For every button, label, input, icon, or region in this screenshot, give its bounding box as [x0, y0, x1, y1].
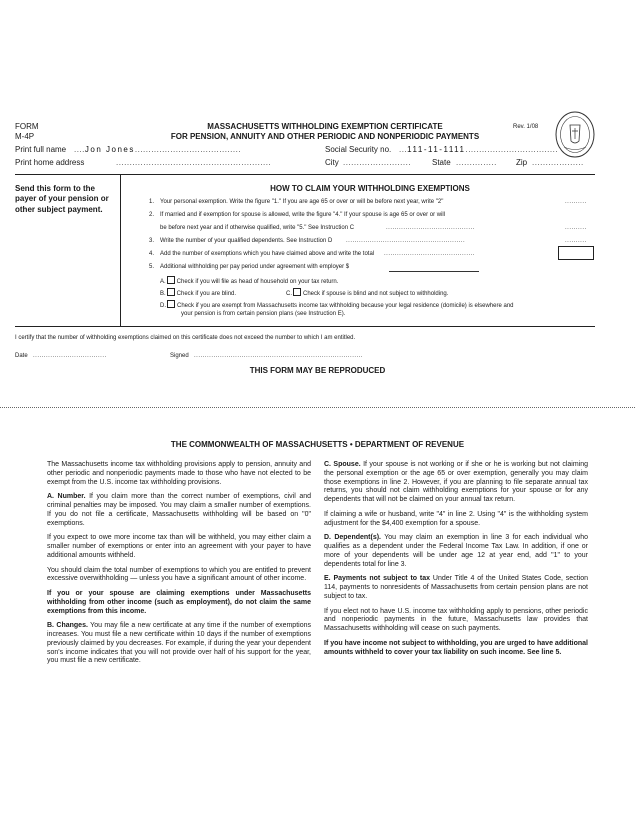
address-field[interactable]: ......................................................... — [116, 158, 272, 167]
line-number: 3. — [149, 238, 155, 244]
section-rule — [15, 326, 595, 327]
left-column-divider — [120, 174, 121, 326]
name-label: Print full name — [15, 145, 67, 154]
option-d: D. Check if you are exempt from Massachusetts income tax withholding because your legal residence (domicile) is elsewhere and — [160, 300, 514, 310]
checkbox-c[interactable] — [293, 288, 301, 296]
form-title-line1: MASSACHUSETTS WITHHOLDING EXEMPTION CERTIFICATE — [207, 122, 443, 131]
instruction-total-exemptions: You should claim the total number of exemptions to which you are entitled to prevent excessive overwithholding — unless you have a significant amount of other income. — [47, 566, 311, 583]
line4-text: Add the number of exemptions which you have claimed above and write the total — [160, 251, 375, 257]
line-number: 1. — [149, 199, 155, 205]
header-rule — [15, 174, 595, 175]
instruction-wife-husband: If claiming a wife or husband, write "4" in line 2. Using "4" is the withholding system adjustment for the $4,400 exemption for a spouse. — [324, 510, 588, 527]
line2-text-b: be before next year and if otherwise qualified, write "5." See Instruction C — [160, 225, 355, 231]
how-to-heading: HOW TO CLAIM YOUR WITHHOLDING EXEMPTIONS — [270, 184, 470, 193]
name-value: Jon Jones — [84, 145, 135, 154]
form-label: FORM — [15, 122, 39, 131]
option-c-label: Check if spouse is blind and not subject to withholding. — [303, 291, 449, 297]
option-b: B. Check if you are blind. — [160, 288, 236, 298]
line2-leader: ......................................... — [386, 225, 475, 231]
zip-label: Zip — [516, 158, 528, 167]
option-a-label: Check if you will file as head of household on your tax return. — [176, 279, 339, 285]
form-id: M-4P — [15, 132, 35, 141]
checkbox-d[interactable] — [167, 300, 175, 308]
name-field[interactable]: ....Jon Jones....................................... — [74, 145, 242, 154]
instruction-owe-more: If you expect to owe more income tax than will be withheld, you may either claim a smaller number of exemptions or enter into an agreement with your payer to have additional amounts withheld. — [47, 534, 311, 559]
cut-line — [0, 407, 635, 408]
instruction-spouse-warning: If you or your spouse are claiming exemptions under Massachusetts withholding from other income (such as employment), do not claim the same exemptions from this income. — [47, 590, 311, 615]
line4-total-box[interactable] — [558, 246, 594, 260]
state-label: State — [432, 158, 451, 167]
line4-leader: .......................................... — [384, 251, 476, 257]
line-number: 2. — [149, 212, 155, 218]
ssn-label: Social Security no. — [325, 145, 392, 154]
city-field[interactable]: ......................... — [343, 158, 412, 167]
line3-entry[interactable]: .......... — [565, 238, 587, 244]
option-d-label: Check if you are exempt from Massachusetts income tax withholding because your legal residence (domicile) is elsewhere and — [177, 303, 514, 309]
address-label: Print home address — [15, 158, 85, 167]
instruction-additional-amounts: If you have income not subject to withholding, you are urged to have additional amounts withheld to cover your tax liability on such income. See line 5. — [324, 639, 588, 656]
city-label: City — [325, 158, 339, 167]
instruction-d-dependents: D. Dependent(s). You may claim an exemption in line 3 for each individual who qualifies as a dependent under the Federal Income Tax Law. In addition, if one or more of your dependents will be under age 12 at year end, add "1" to your dependents total for line 3. — [324, 534, 588, 568]
line2-entry[interactable]: .......... — [565, 225, 587, 231]
date-label: Date — [15, 353, 28, 359]
certification-text: I certify that the number of withholding exemptions claimed on this certificate does not exceed the number to which I am entitled. — [15, 335, 356, 341]
date-field[interactable]: .................................. — [33, 353, 107, 359]
signature-field[interactable]: .............................................................................. — [194, 353, 364, 359]
line1-entry[interactable]: .......... — [565, 199, 587, 205]
department-heading: THE COMMONWEALTH OF MASSACHUSETTS • DEPARTMENT OF REVENUE — [170, 440, 465, 449]
option-a: A. Check if you will file as head of household on your tax return. — [160, 276, 338, 286]
ssn-field[interactable]: ...111-11-1111.................................. — [399, 145, 559, 154]
instructions-left-column — [47, 461, 311, 672]
option-d-label-cont: your pension is from certain pension plans (see Instruction E). — [181, 311, 346, 317]
line-number: 5. — [149, 264, 155, 270]
line2-text-a: If married and if exemption for spouse is allowed, write the figure "4." If your spouse is age 65 or over or will — [160, 212, 446, 218]
ssn-value: 111-11-1111 — [407, 145, 466, 154]
reproduce-notice: THIS FORM MAY BE REPRODUCED — [249, 366, 386, 375]
revision-date: Rev. 1/08 — [513, 124, 539, 130]
line-number: 4. — [149, 251, 155, 257]
instruction-elect-not: If you elect not to have U.S. income tax withholding apply to pensions, other periodic and nonperiodic payments in the future, Massachusetts law provides that Massachusetts withholding will cease on such payments. — [324, 607, 588, 632]
instructions-right-column — [324, 461, 588, 663]
instruction-e-payments: E. Payments not subject to tax Under Title 4 of the United States Code, section 114, payments to nonresidents of Massachusetts from certain pension plans are not subject to tax. — [324, 575, 588, 600]
signed-label: Signed — [170, 353, 189, 359]
line5-text: Additional withholding per pay period under agreement with employer $ — [160, 264, 350, 270]
instruction-intro: The Massachusetts income tax withholding provisions apply to pension, annuity and other periodic and nonperiodic payments made to those who have not elected to be exempt from the U.S. income tax withholding provisions. — [47, 461, 311, 486]
checkbox-b[interactable] — [167, 288, 175, 296]
instruction-b-changes: B. Changes. You may file a new certificate at any time if the number of exemptions increases. You must file a new certificate within 10 days if the number of exemptions previously claimed by you decreases. For example, if during the year your dependent son's income indicates that you will not provide over half of his support for the year, you must file a new certificate. — [47, 622, 311, 665]
instruction-a-number: A. Number. If you claim more than the correct number of exemptions, civil and criminal penalties may be imposed. You may claim a smaller number of exemptions. If you do not file a certificate, Massachusetts withholding will be based on "0" exemptions. — [47, 493, 312, 527]
line5-amount-field[interactable] — [389, 271, 479, 272]
line1-text: Your personal exemption. Write the figure "1." If you are age 65 or over or will be before next year, write "2" — [160, 199, 444, 205]
form-title-line2: FOR PENSION, ANNUITY AND OTHER PERIODIC AND NONPERIODIC PAYMENTS — [170, 132, 480, 141]
state-field[interactable]: ............... — [456, 158, 497, 167]
send-instructions: Send this form to the payer of your pension or other subject payment. — [15, 184, 109, 214]
checkbox-a[interactable] — [167, 276, 175, 284]
line3-leader: ....................................................... — [346, 238, 466, 244]
zip-field[interactable]: ................... — [532, 158, 584, 167]
line3-text: Write the number of your qualified dependents. See Instruction D — [160, 238, 333, 244]
option-c: C. Check if spouse is blind and not subject to withholding. — [286, 288, 448, 298]
instruction-c-spouse: C. Spouse. If your spouse is not working or if she or he is working but not claiming the personal exemption or the age 65 or over exemption, generally you may claim those exemptions in line 2. However, if you are planning to file separate annual tax returns, you should not claim withholding exemptions for your spouse or for any dependents that will not be claimed on your annual tax return. — [324, 461, 588, 503]
option-b-label: Check if you are blind. — [176, 291, 237, 297]
